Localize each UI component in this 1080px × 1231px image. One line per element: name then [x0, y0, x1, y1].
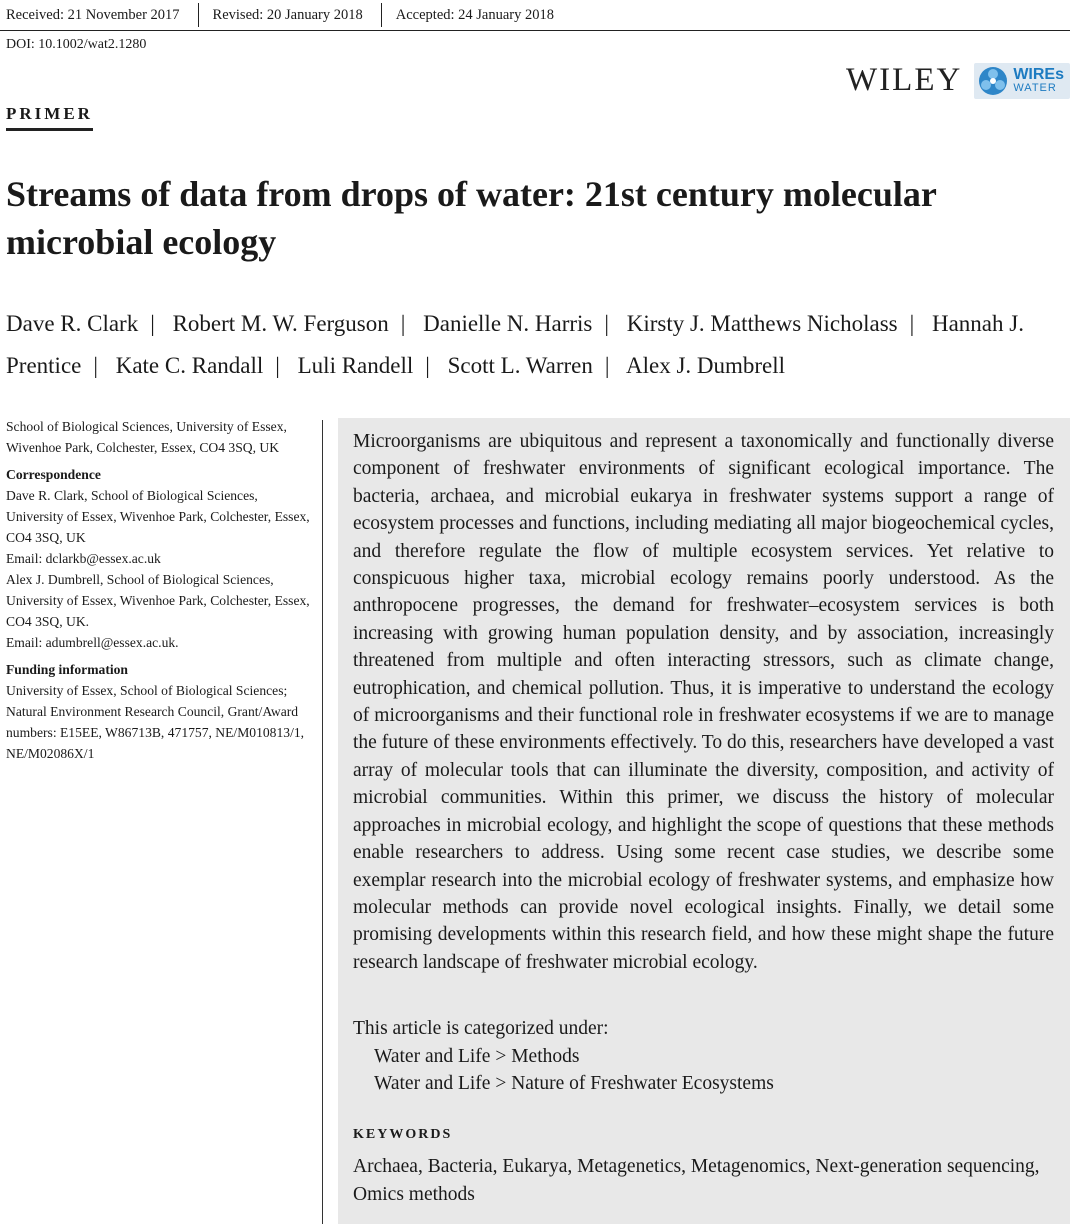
received-date: Received: 21 November 2017	[6, 6, 180, 23]
affiliation-sidebar	[6, 416, 311, 764]
author-name[interactable]: Luli Randell	[297, 353, 414, 378]
accepted-date: Accepted: 24 January 2018	[395, 6, 555, 23]
author-separator: |	[275, 353, 280, 378]
author-name[interactable]: Dave R. Clark	[6, 311, 139, 336]
categories-intro: This article is categorized under:	[353, 1018, 609, 1039]
wires-water-logo	[974, 63, 1070, 99]
correspondence-dumbrell: Alex J. Dumbrell, School of Biological Sciences, University of Essex, Wivenhoe Park, Colchester, Essex, CO4 3SQ, UK.	[6, 572, 310, 629]
author-name[interactable]: Kate C. Randall	[115, 353, 264, 378]
affiliation: School of Biological Sciences, University of Essex, Wivenhoe Park, Colchester, Essex, CO4 3SQ, UK	[6, 419, 287, 455]
author-separator: |	[604, 353, 610, 378]
category-item[interactable]: Water and Life > Nature of Freshwater Ecosystems	[374, 1073, 774, 1094]
author-name[interactable]: Kirsty J. Matthews Nicholass	[626, 311, 898, 336]
header-rule	[0, 30, 1070, 31]
article-type: PRIMER	[6, 104, 93, 131]
doi[interactable]: DOI: 10.1002/wat2.1280	[6, 37, 147, 52]
funding-information: University of Essex, School of Biological Sciences; Natural Environment Research Council, Grant/Award numbers: E15EE, W86713B, 471757, NE/M010813/1, NE/M02086X/1	[6, 683, 305, 761]
author-name[interactable]: Danielle N. Harris	[423, 311, 593, 336]
wires-water-icon	[977, 65, 1009, 97]
wiley-logo: WILEY	[846, 62, 963, 98]
correspondence-heading: Correspondence	[6, 467, 101, 482]
author-separator: |	[400, 311, 406, 336]
email-dumbrell[interactable]: Email: adumbrell@essex.ac.uk.	[6, 635, 179, 650]
author-separator: |	[93, 353, 98, 378]
date-divider	[381, 3, 382, 27]
author-separator: |	[425, 353, 430, 378]
author-name[interactable]: Hannah J. Prentice	[6, 311, 1024, 378]
author-separator: |	[909, 311, 915, 336]
email-clark[interactable]: Email: dclarkb@essex.ac.uk	[6, 551, 161, 566]
author-separator: |	[604, 311, 609, 336]
author-name[interactable]: Robert M. W. Ferguson	[172, 311, 389, 336]
wires-label: WIREs	[1013, 66, 1064, 83]
categories	[353, 1015, 774, 1098]
funding-heading: Funding information	[6, 662, 128, 677]
author-list	[6, 303, 1066, 387]
history-dates	[6, 0, 572, 30]
author-separator: |	[150, 311, 155, 336]
publisher-branding	[846, 62, 1070, 99]
column-divider	[322, 420, 323, 1224]
keywords-list: Archaea, Bacteria, Eukarya, Metagenetics, Metagenomics, Next-generation sequencing, Omics methods	[353, 1156, 1040, 1205]
keywords-heading: KEYWORDS	[353, 1127, 453, 1142]
author-name[interactable]: Scott L. Warren	[447, 353, 593, 378]
author-name[interactable]: Alex J. Dumbrell	[625, 353, 786, 378]
abstract-text: Microorganisms are ubiquitous and represent a taxonomically and functionally diverse component of freshwater environments of significant ecological importance. The bacteria, archaea, and microbial eukarya in freshwater systems support a range of ecosystem processes and functions, including mediating all major biogeochemical cycles, and therefore regulate the flow of multiple ecosystem services. Yet relative to conspicuous higher taxa, microbial ecology remains poorly understood. As the anthropocene progresses, the demand for freshwater–ecosystem services is both increasing with growing human population density, and by association, increasingly threatened from multiple and often interacting stressors, such as climate change, eutrophication, and chemical pollution. Thus, it is imperative to understand the ecology of microorganisms and their functional role in freshwater ecosystems if we are to manage the future of these environments effectively. To do this, researchers have developed a vast array of molecular tools that can illuminate the diversity, composition, and activity of microbial communities. Within this primer, we discuss the history of molecular approaches in microbial ecology, and highlight the scope of questions that these methods enable researchers to address. Using some recent case studies, we describe some exemplar research into the microbial ecology of freshwater systems, and emphasize how molecular methods can provide novel ecological insights. Finally, we detail some promising developments within this research field, and how these might shape the future research landscape of freshwater microbial ecology.	[353, 431, 1054, 973]
revised-date: Revised: 20 January 2018	[212, 6, 363, 23]
article-title: Streams of data from drops of water: 21st century molecular microbial ecology	[6, 174, 937, 262]
water-label: WATER	[1013, 82, 1057, 94]
category-item[interactable]: Water and Life > Methods	[374, 1045, 580, 1067]
date-divider	[198, 3, 199, 27]
correspondence-clark: Dave R. Clark, School of Biological Sciences, University of Essex, Wivenhoe Park, Colchester, Essex, CO4 3SQ, UK	[6, 488, 310, 545]
